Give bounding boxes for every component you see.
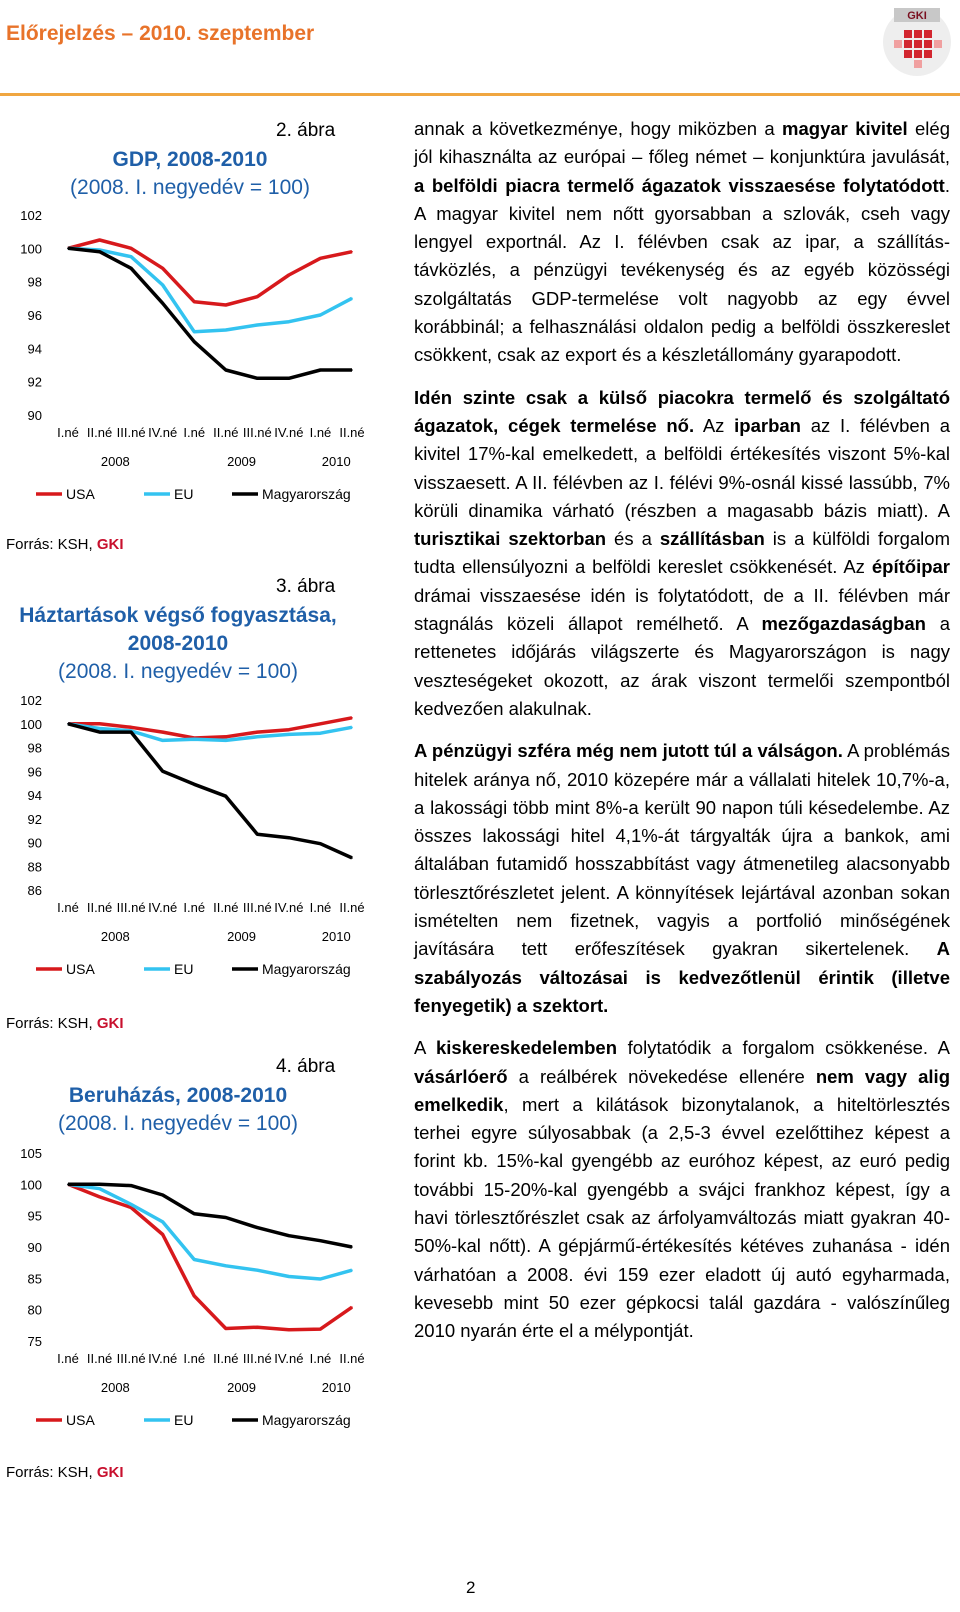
- data-point: [257, 378, 259, 380]
- legend-label: Magyarország: [262, 961, 351, 977]
- data-point: [162, 1221, 164, 1223]
- data-point: [257, 731, 259, 733]
- legend-label: USA: [66, 486, 95, 502]
- data-point: [130, 727, 132, 729]
- data-point: [162, 1194, 164, 1196]
- y-tick-label: 102: [20, 208, 42, 223]
- source-label: Forrás: KSH,: [6, 1464, 97, 1481]
- data-point: [257, 833, 259, 835]
- series-line-eu: [68, 1184, 352, 1279]
- data-point: [193, 1213, 195, 1215]
- data-point: [320, 732, 322, 734]
- text-run: A problémás hitelek aránya nő, 2010 közepére már a vállalati hitelek 10,7%-a, a lakossági több mint 8%-a került 90 napon túli késedelembe. Az összes lakossági hitel 4,1%-át tárgyalták újra a bankok, ami általában futamidő hosszabbítást vagy átmenetileg alacsonyabb törlesztőrészletet jelent. A könnyítések lejártával azonban sokan ismételten nem fizetnek, vagyis a portfolió minőségének javítására tett erőfeszítések gyakran sikertelenek.: [414, 740, 951, 960]
- year-label: 2009: [227, 929, 257, 944]
- x-tick-label: III.né: [242, 900, 272, 915]
- figure-2-chart: [0, 205, 390, 535]
- data-point: [351, 717, 353, 719]
- data-point: [351, 298, 353, 300]
- paragraph-export: [414, 115, 950, 370]
- series-line-usa: [68, 240, 352, 305]
- data-point: [162, 740, 164, 742]
- figure-2-number: 2. ábra: [276, 120, 336, 141]
- data-point: [99, 723, 101, 725]
- data-point: [162, 731, 164, 733]
- data-point: [130, 1185, 132, 1187]
- figures-column: [0, 100, 390, 1520]
- y-tick-label: 94: [27, 341, 42, 357]
- data-point: [99, 1184, 101, 1186]
- source-gki: GKI: [96, 536, 124, 553]
- data-point: [193, 341, 195, 343]
- y-tick-label: 100: [20, 1177, 42, 1193]
- figure-3-number: 3. ábra: [276, 576, 336, 597]
- data-point: [320, 723, 322, 725]
- paragraph-sectors: [414, 384, 950, 724]
- x-tick-label: II.né: [86, 425, 113, 440]
- figure-3-title: Háztartások végső fogyasztása,: [19, 604, 337, 627]
- figure-3-subtitle: (2008. I. negyedév = 100): [58, 660, 298, 683]
- data-point: [67, 723, 69, 725]
- year-label: 2010: [321, 929, 351, 944]
- x-tick-label: IV.né: [148, 900, 178, 915]
- bold-text-run: iparban: [734, 414, 801, 436]
- text-run: drámai visszaesése idén is folytatódott, de a II. félévben már stagnálás közeli állapot remélhető. A: [414, 584, 950, 635]
- data-point: [257, 1269, 259, 1271]
- year-label: 2008: [100, 454, 130, 469]
- x-tick-label: IV.né: [148, 1351, 178, 1366]
- year-label: 2009: [227, 1380, 257, 1395]
- data-point: [257, 1326, 259, 1328]
- data-point: [351, 1269, 353, 1271]
- bold-text-run: magyar kivitel: [782, 118, 908, 139]
- x-tick-label: IV.né: [148, 425, 178, 440]
- y-tick-label: 94: [27, 788, 42, 803]
- y-tick-label: 96: [27, 764, 42, 780]
- figure-3-title-line2: 2008-2010: [127, 632, 229, 655]
- data-point: [288, 1276, 290, 1278]
- series-line-usa: [68, 1184, 352, 1329]
- data-point: [225, 736, 227, 738]
- x-tick-label: II.né: [86, 900, 113, 915]
- data-point: [193, 331, 195, 333]
- figure-2-source: [6, 536, 124, 553]
- data-point: [257, 1227, 259, 1229]
- data-point: [130, 1207, 132, 1209]
- data-point: [225, 329, 227, 331]
- y-tick-label: 95: [27, 1208, 42, 1224]
- figure-2-title: GDP, 2008-2010: [112, 148, 268, 171]
- x-tick-label: II.né: [339, 425, 365, 440]
- figure-3-source: [6, 1015, 124, 1032]
- data-point: [320, 369, 322, 371]
- x-tick-label: IV.né: [274, 900, 304, 915]
- figure-4-subtitle: (2008. I. negyedév = 100): [58, 1112, 298, 1135]
- x-tick-label: I.né: [183, 900, 206, 915]
- bold-text-run: a belföldi piacra termelő ágazatok visszaesése folytatódott: [414, 174, 945, 196]
- y-tick-label: 98: [27, 274, 42, 290]
- bold-text-run: szállításban: [659, 528, 765, 550]
- data-point: [288, 378, 290, 380]
- data-point: [193, 738, 195, 740]
- data-point: [193, 301, 195, 303]
- x-tick-label: I.né: [309, 425, 332, 440]
- text-run: folytatódik a forgalom csökkenése. A: [617, 1037, 950, 1059]
- data-point: [99, 239, 101, 241]
- figure-4-number: 4. ábra: [276, 1056, 336, 1077]
- data-point: [320, 843, 322, 845]
- data-point: [99, 251, 101, 253]
- data-point: [225, 1217, 227, 1219]
- y-tick-label: 92: [27, 374, 42, 390]
- data-point: [130, 268, 132, 270]
- data-point: [193, 1259, 195, 1261]
- data-point: [225, 369, 227, 371]
- x-tick-label: IV.né: [274, 425, 304, 440]
- page-number: 2: [466, 1578, 476, 1597]
- data-point: [130, 1204, 132, 1206]
- source-label: Forrás: KSH,: [6, 536, 97, 553]
- data-point: [288, 274, 290, 276]
- data-point: [99, 728, 101, 730]
- data-point: [162, 284, 164, 286]
- data-point: [320, 1328, 322, 1330]
- series-line-magyarország: [68, 724, 352, 858]
- data-point: [351, 251, 353, 253]
- text-run: Az: [694, 414, 735, 436]
- data-point: [162, 770, 164, 772]
- year-label: 2008: [100, 1380, 130, 1395]
- bold-text-run: kiskereskedelemben: [435, 1037, 617, 1059]
- legend-label: Magyarország: [262, 1412, 351, 1428]
- x-tick-label: I.né: [309, 900, 332, 915]
- data-point: [193, 784, 195, 786]
- y-tick-label: 100: [20, 716, 42, 732]
- y-tick-label: 85: [27, 1271, 42, 1287]
- x-tick-label: II.né: [339, 1351, 365, 1366]
- x-tick-label: III.né: [116, 1351, 146, 1366]
- figure-4-chart: [0, 1143, 390, 1461]
- source-gki: GKI: [96, 1015, 124, 1032]
- data-point: [320, 1240, 322, 1242]
- year-label: 2010: [321, 454, 351, 469]
- text-run: a reálbérek növekedése ellenére: [507, 1065, 816, 1087]
- data-point: [351, 857, 353, 859]
- bold-text-run: A pénzügyi szféra még nem jutott túl a válságon.: [414, 740, 843, 762]
- data-point: [320, 1278, 322, 1280]
- data-point: [225, 1265, 227, 1267]
- bold-text-run: Idén szinte csak a külső piacokra termelő és szolgáltató ágazatok, cégek termelése nő.: [414, 386, 950, 436]
- legend-label: EU: [174, 486, 194, 502]
- data-point: [130, 256, 132, 258]
- text-run: az I. félévben a kivitel 17%-kal emelkedett, a belföldi értékesítés viszont 5%-kal visszaesett. A II. félévben az I. félévi 9%-osnál kissé lassúbb, 7% körüli dinamika várható (részben a magasabb bázis miatt). A: [414, 414, 950, 521]
- data-point: [225, 795, 227, 797]
- data-point: [351, 369, 353, 371]
- source-gki: GKI: [96, 1464, 124, 1481]
- legend-label: EU: [174, 961, 194, 977]
- data-point: [288, 1329, 290, 1331]
- bold-text-run: turisztikai szektorban: [414, 528, 607, 550]
- bold-text-run: A szabályozás változásai is kedvezőtlenül érintik (illetve fenyegetik) a szektort.: [414, 938, 950, 1016]
- data-point: [130, 248, 132, 250]
- paragraph-finance: [414, 737, 950, 1020]
- text-run: A: [414, 1037, 436, 1059]
- year-label: 2009: [227, 454, 257, 469]
- y-tick-label: 92: [27, 811, 42, 827]
- figure-2-subtitle: (2008. I. negyedév = 100): [70, 176, 310, 199]
- bold-text-run: mezőgazdaságban: [761, 613, 926, 635]
- series-line-magyarország: [68, 248, 352, 378]
- x-tick-label: II.né: [213, 900, 239, 915]
- year-label: 2008: [100, 929, 130, 944]
- data-point: [225, 1328, 227, 1330]
- legend-label: USA: [66, 1412, 95, 1428]
- figure-3-chart: [0, 690, 390, 1010]
- x-tick-label: II.né: [213, 425, 239, 440]
- x-tick-label: I.né: [309, 1351, 332, 1366]
- x-tick-label: I.né: [57, 1351, 79, 1366]
- data-point: [162, 303, 164, 305]
- y-tick-label: 86: [27, 883, 42, 898]
- data-point: [257, 324, 259, 326]
- svg-text:GKI: GKI: [907, 10, 927, 22]
- y-tick-label: 96: [27, 308, 42, 323]
- y-tick-label: 80: [27, 1302, 42, 1318]
- text-run: , mert a kilátások bizonytalanok, a hiteltörlesztés terhei egyre súlyosabbak (a 2,5-3 évvel ezelőttihez képest a forint kb. 15%-kal gyengébb az euróhoz képest, az euró pedig további 15-20%-kal gyengébb a svájci frankhoz képest, így a havi törlesztőrészlet csak az árfolyamváltozás miatt gyakran 40-50%-kal nőtt). A gépjármű-értékesítés kétéves zuhanása - idén várhatóan a 2008. évi 159 ezer eladott új autó egyharmada, kevesebb mint 50 ezer gépkocsi talál gazdára - valószínűleg 2010 nyarán érte el a mélypontját.: [414, 1093, 950, 1342]
- data-point: [320, 314, 322, 316]
- data-point: [225, 740, 227, 742]
- y-tick-label: 100: [20, 241, 42, 257]
- data-point: [257, 296, 259, 298]
- text-run: is a külföldi forgalom tudta ellensúlyozni a belföldi kereslet csökkenését. Az: [414, 528, 950, 578]
- year-label: 2010: [321, 1380, 351, 1395]
- y-tick-label: 75: [27, 1334, 42, 1349]
- header-title: Előrejelzés – 2010. szeptember: [6, 22, 315, 45]
- data-point: [99, 1196, 101, 1198]
- series-line-eu: [68, 248, 352, 331]
- text-run: . A magyar kivitel nem nőtt gyorsabban a szlovák, cseh vagy lengyel exportnál. Az I. félévben csak az ipar, a szállítás-távközlés, a pénzügyi tevékenység és az egyéb közösségi szolgáltatás GDP-termelése volt nagyobb az egy évvel korábbinál; a felhasználási oldalon pedig a belföldi összkereslet csökkent, csak az export és a készletállomány gyarapodott.: [414, 174, 950, 366]
- figure-4-source: [6, 1464, 124, 1481]
- y-tick-label: 105: [20, 1146, 42, 1161]
- bold-text-run: vásárlóerő: [414, 1065, 508, 1087]
- y-tick-label: 90: [27, 835, 42, 851]
- x-tick-label: I.né: [57, 900, 79, 915]
- x-tick-label: III.né: [116, 425, 146, 440]
- data-point: [351, 1246, 353, 1248]
- data-point: [351, 1306, 353, 1308]
- y-tick-label: 90: [27, 408, 42, 423]
- text-run: a rettenetes időjárás világszerte és Magyarországon is nagy veszteségeket okozott, az árak viszont termelői szempontból kedvezően alakulnak.: [414, 613, 950, 719]
- body-text: [414, 115, 950, 1359]
- data-point: [257, 736, 259, 738]
- data-point: [162, 1234, 164, 1236]
- x-tick-label: II.né: [213, 1351, 239, 1366]
- y-tick-label: 90: [27, 1240, 42, 1255]
- data-point: [288, 1235, 290, 1237]
- text-run: annak a következménye, hogy miközben a: [414, 118, 783, 139]
- x-tick-label: II.né: [339, 900, 365, 915]
- text-run: elég jól kihasználta az európai – főleg német – konjunktúra javulását,: [414, 118, 950, 168]
- x-tick-label: IV.né: [274, 1351, 304, 1366]
- text-run: és a: [606, 528, 660, 550]
- data-point: [288, 837, 290, 839]
- y-tick-label: 102: [20, 693, 42, 708]
- data-point: [225, 304, 227, 306]
- data-point: [67, 248, 69, 250]
- data-point: [288, 729, 290, 731]
- source-label: Forrás: KSH,: [6, 1015, 97, 1032]
- y-tick-label: 98: [27, 740, 42, 756]
- data-point: [99, 1188, 101, 1190]
- data-point: [130, 731, 132, 733]
- x-tick-label: I.né: [183, 425, 206, 440]
- data-point: [288, 734, 290, 736]
- x-tick-label: III.né: [242, 425, 272, 440]
- legend-label: USA: [66, 961, 95, 977]
- legend-label: Magyarország: [262, 486, 351, 502]
- y-tick-label: 88: [27, 859, 42, 875]
- data-point: [320, 258, 322, 260]
- x-tick-label: II.né: [86, 1351, 113, 1366]
- data-point: [351, 727, 353, 729]
- data-point: [288, 321, 290, 323]
- header-rule: [0, 93, 960, 96]
- x-tick-label: I.né: [57, 425, 79, 440]
- bold-text-run: nem vagy alig emelkedik: [414, 1065, 950, 1115]
- data-point: [193, 1295, 195, 1297]
- figure-4-title: Beruházás, 2008-2010: [68, 1084, 288, 1107]
- data-point: [67, 1184, 69, 1186]
- paragraph-retail: [414, 1034, 950, 1345]
- x-tick-label: III.né: [116, 900, 146, 915]
- bold-text-run: építőipar: [871, 556, 950, 578]
- legend-label: EU: [174, 1412, 194, 1428]
- x-tick-label: I.né: [183, 1351, 206, 1366]
- gki-logo: [878, 2, 956, 80]
- data-point: [99, 731, 101, 733]
- data-point: [162, 268, 164, 270]
- x-tick-label: III.né: [242, 1351, 272, 1366]
